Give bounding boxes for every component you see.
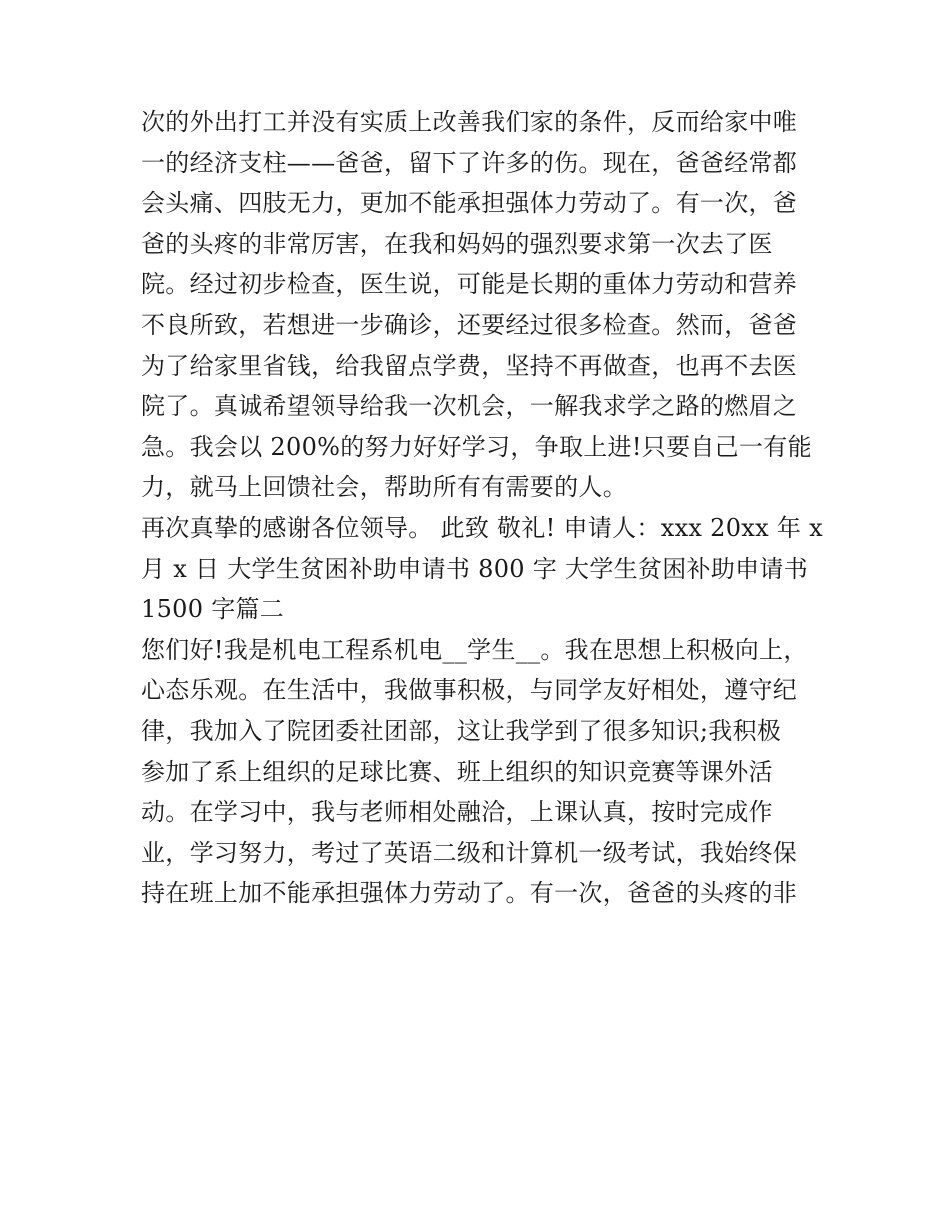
- text-line: 心态乐观。在生活中，我做事积极，与同学友好相处，遵守纪: [141, 676, 798, 705]
- text-line: 再次真挚的感谢各位领导。 此致 敬礼! 申请人：xxx 20xx 年 x: [141, 513, 823, 542]
- text-line: 持在班上加不能承担强体力劳动了。有一次，爸爸的头疼的非: [141, 879, 798, 908]
- text-line: 律，我加入了院团委社团部，这让我学到了很多知识;我积极: [141, 716, 782, 745]
- document-body: [141, 102, 821, 914]
- text-line: 力，就马上回馈社会，帮助所有有需要的人。: [141, 473, 627, 502]
- text-line: 动。在学习中，我与老师相处融洽，上课认真，按时完成作: [141, 798, 773, 827]
- text-line: 业，学习努力，考过了英语二级和计算机一级考试，我始终保: [141, 838, 798, 867]
- text-line: 参加了系上组织的足球比赛、班上组织的知识竞赛等课外活: [141, 757, 773, 786]
- text-line: 为了给家里省钱，给我留点学费，坚持不再做查，也再不去医: [141, 351, 798, 380]
- text-line: 急。我会以 200%的努力好好学习，争取上进!只要自己一有能: [141, 432, 812, 461]
- text-line: 次的外出打工并没有实质上改善我们家的条件，反而给家中唯: [141, 108, 798, 136]
- text-line: 一的经济支柱——爸爸，留下了许多的伤。现在，爸爸经常都: [141, 148, 798, 177]
- text-line: 1500 字篇二: [141, 595, 285, 624]
- text-line: 您们好!我是机电工程系机电__学生__。我在思想上积极向上，: [141, 635, 808, 664]
- text-line: 院。经过初步检查，医生说，可能是长期的重体力劳动和营养: [141, 270, 798, 299]
- text-line: 月 x 日 大学生贫困补助申请书 800 字 大学生贫困补助申请书: [141, 554, 809, 583]
- text-line: 不良所致，若想进一步确诊，还要经过很多检查。然而，爸爸: [141, 310, 798, 339]
- text-line: 会头痛、四肢无力，更加不能承担强体力劳动了。有一次，爸: [141, 189, 798, 218]
- text-line: 爸的头疼的非常厉害，在我和妈妈的强烈要求第一次去了医: [141, 229, 773, 258]
- text-line: 院了。真诚希望领导给我一次机会，一解我求学之路的燃眉之: [141, 392, 798, 421]
